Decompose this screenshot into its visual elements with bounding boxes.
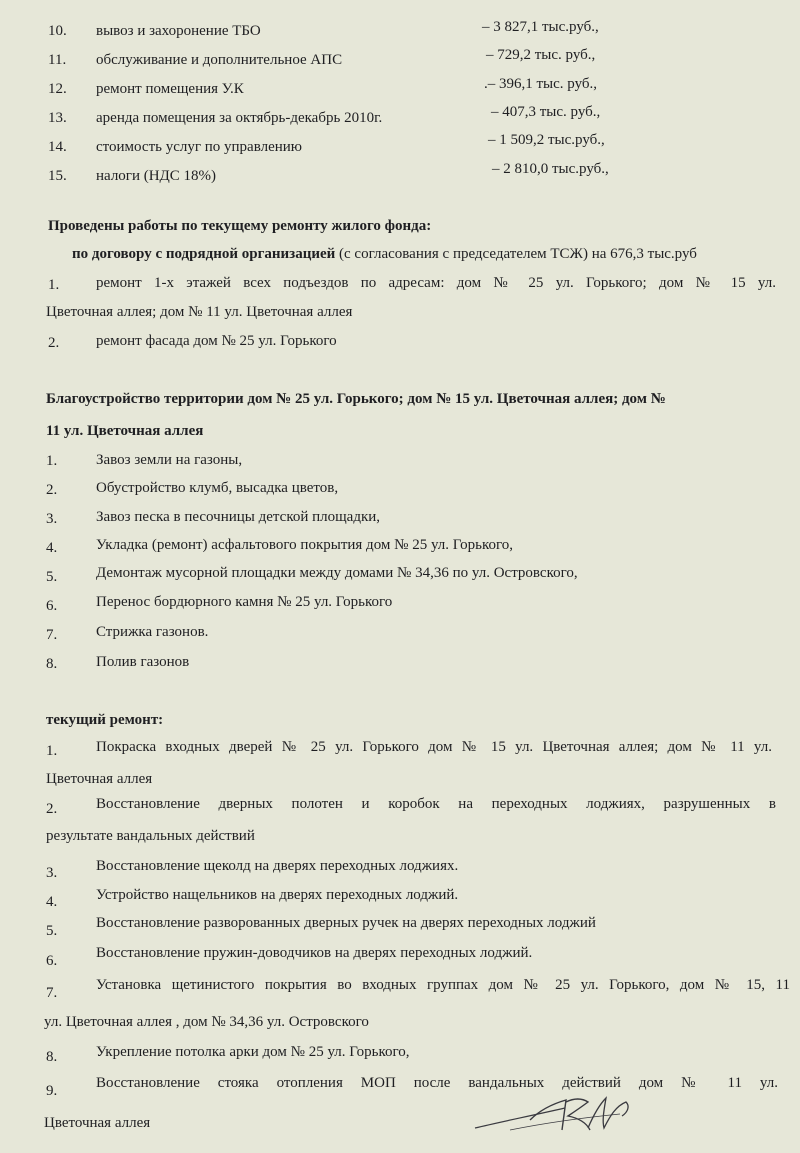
item-text: Обустройство клумб, высадка цветов, — [96, 480, 339, 496]
item-text: Завоз земли на газоны, — [96, 452, 243, 468]
item-number: 3. — [46, 865, 58, 881]
item-text: ремонт помещения У.К — [96, 81, 244, 97]
item-number: 14. — [48, 139, 67, 155]
item-number: 8. — [46, 1049, 58, 1065]
item-text: Установка щетинистого покрытия во входных группах дом № 25 ул. Горького, дом № 15, 11 — [96, 977, 790, 993]
item-text: аренда помещения за октябрь-декабрь 2010г. — [96, 110, 383, 126]
item-text: вывоз и захоронение ТБО — [96, 23, 261, 39]
item-number: 5. — [46, 923, 58, 939]
item-text: ремонт 1-х этажей всех подъездов по адресам: дом № 25 ул. Горького; дом № 15 ул. — [96, 275, 776, 291]
item-number: 4. — [46, 540, 58, 556]
item-number: 15. — [48, 168, 67, 184]
item-number: 8. — [46, 656, 58, 672]
item-number: 12. — [48, 81, 67, 97]
signature-icon — [470, 1090, 640, 1140]
item-text: Покраска входных дверей № 25 ул. Горького дом № 15 ул. Цветочная аллея; дом № 11 ул. — [96, 739, 772, 755]
item-text-continued: ул. Цветочная аллея , дом № 34,36 ул. Островского — [44, 1014, 369, 1030]
item-text-continued: Цветочная аллея — [46, 771, 153, 787]
item-number: 3. — [46, 511, 58, 527]
item-number: 4. — [46, 894, 58, 910]
contract-rest: (с согласования с председателем ТСЖ) на 676,3 тыс.руб — [335, 246, 697, 262]
item-text: стоимость услуг по управлению — [96, 139, 303, 155]
item-text: Устройство нащельников на дверях переходных лоджий. — [96, 887, 459, 903]
item-cost: – 3 827,1 тыс.руб., — [482, 19, 599, 35]
item-text: обслуживание и дополнительное АПС — [96, 52, 343, 68]
item-text: Восстановление дверных полотен и коробок на переходных лоджиях, разрушенных в — [96, 796, 776, 812]
item-text: Восстановление пружин-доводчиков на дверях переходных лоджий. — [96, 945, 533, 961]
section-heading-continued: 11 ул. Цветочная аллея — [46, 423, 204, 439]
item-text-continued: Цветочная аллея — [44, 1115, 151, 1131]
item-cost: – 1 509,2 тыс.руб., — [488, 132, 605, 148]
item-number: 6. — [46, 598, 58, 614]
section-heading: Благоустройство территории дом № 25 ул. Горького; дом № 15 ул. Цветочная аллея; дом № — [46, 391, 666, 407]
item-number: 13. — [48, 110, 67, 126]
item-number: 2. — [46, 801, 58, 817]
item-cost: – 729,2 тыс. руб., — [486, 47, 596, 63]
item-number: 2. — [48, 335, 60, 351]
contract-bold: по договору с подрядной организацией — [72, 246, 336, 262]
item-number: 7. — [46, 627, 58, 643]
item-number: 9. — [46, 1083, 58, 1099]
contract-line — [72, 245, 697, 263]
section-heading: текущий ремонт: — [46, 712, 164, 728]
item-text: Стрижка газонов. — [96, 624, 209, 640]
item-number: 1. — [46, 743, 58, 759]
item-text: ремонт фасада дом № 25 ул. Горького — [96, 333, 337, 349]
item-text: Восстановление щеколд на дверях переходных лоджиях. — [96, 858, 459, 874]
item-cost: – 407,3 тыс. руб., — [491, 104, 601, 120]
item-text: Завоз песка в песочницы детской площадки, — [96, 509, 381, 525]
item-text: Восстановление стояка отопления МОП после вандальных действий дом № 11 ул. — [96, 1075, 778, 1091]
item-cost: .– 396,1 тыс. руб., — [484, 76, 598, 92]
item-number: 1. — [46, 453, 58, 469]
item-number: 6. — [46, 953, 58, 969]
item-number: 1. — [48, 277, 60, 293]
item-number: 10. — [48, 23, 67, 39]
item-text-continued: результате вандальных действий — [46, 828, 255, 844]
item-text-continued: Цветочная аллея; дом № 11 ул. Цветочная аллея — [46, 304, 353, 320]
item-text: Укрепление потолка арки дом № 25 ул. Горького, — [96, 1044, 410, 1060]
item-cost: – 2 810,0 тыс.руб., — [492, 161, 609, 177]
item-text: налоги (НДС 18%) — [96, 168, 217, 184]
item-number: 7. — [46, 985, 58, 1001]
item-text: Укладка (ремонт) асфальтового покрытия дом № 25 ул. Горького, — [96, 537, 514, 553]
item-number: 5. — [46, 569, 58, 585]
section-heading: Проведены работы по текущему ремонту жилого фонда: — [48, 218, 432, 234]
item-number: 2. — [46, 482, 58, 498]
item-text: Полив газонов — [96, 654, 190, 670]
item-text: Демонтаж мусорной площадки между домами № 34,36 по ул. Островского, — [96, 565, 578, 581]
item-text: Перенос бордюрного камня № 25 ул. Горького — [96, 594, 393, 610]
item-number: 11. — [48, 52, 67, 68]
item-text: Восстановление разворованных дверных ручек на дверях переходных лоджий — [96, 915, 596, 931]
